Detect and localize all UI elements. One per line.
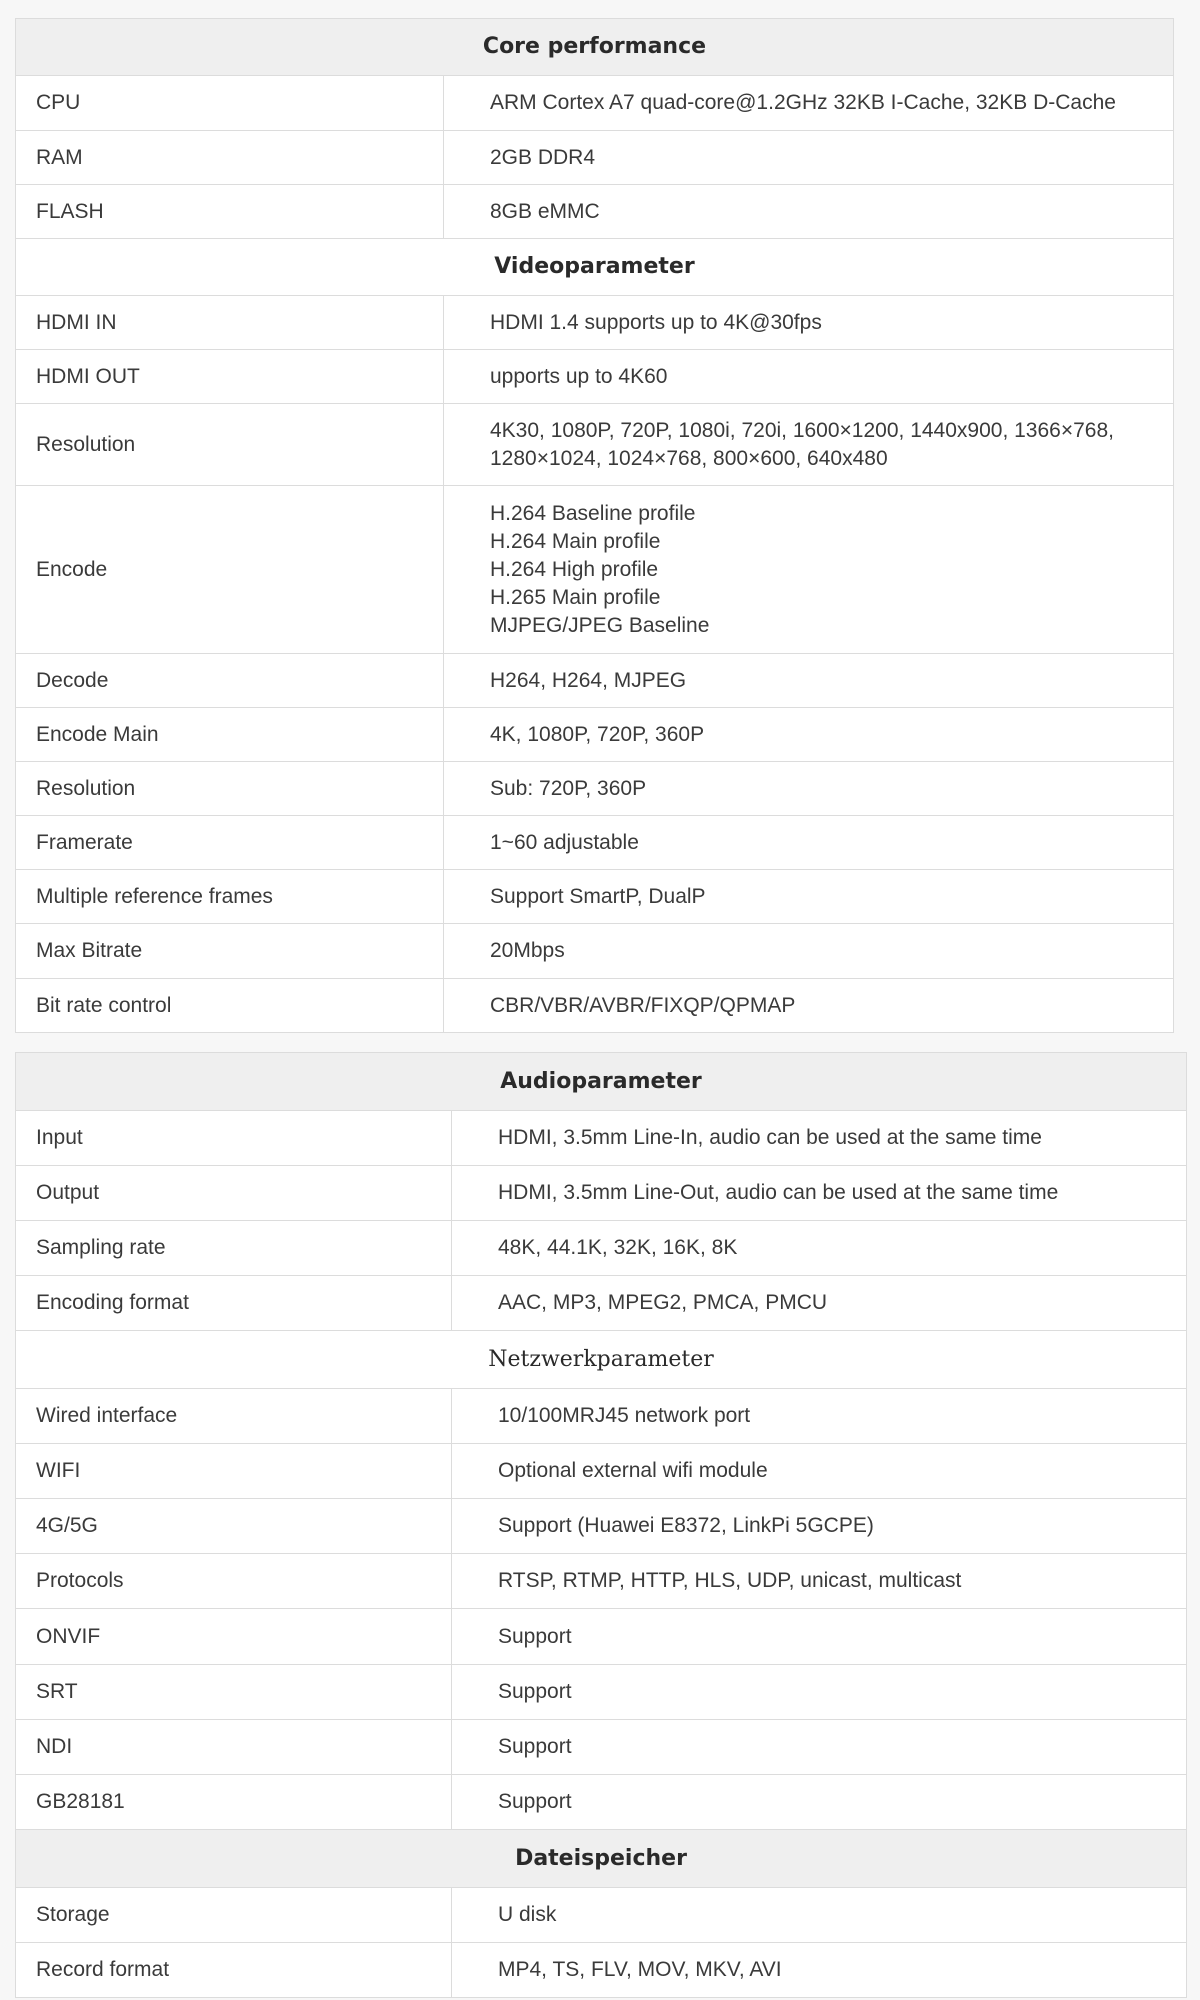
table-row: [16, 296, 1174, 350]
row-value: CBR/VBR/AVBR/FIXQP/QPMAP: [444, 979, 1174, 1033]
table-row: [16, 1111, 1187, 1166]
row-label: ONVIF: [16, 1609, 452, 1665]
row-label: Output: [16, 1166, 452, 1221]
table-row: [16, 1888, 1187, 1943]
table-row: [16, 654, 1174, 708]
row-value: RTSP, RTMP, HTTP, HLS, UDP, unicast, multicast: [452, 1554, 1187, 1609]
row-label: Encode Main: [16, 708, 444, 762]
section-title-core: Core performance: [16, 19, 1174, 76]
row-value: 48K, 44.1K, 32K, 16K, 8K: [452, 1221, 1187, 1276]
table-row: [16, 1943, 1187, 1998]
row-label: NDI: [16, 1720, 452, 1775]
row-value: upports up to 4K60: [444, 350, 1174, 404]
table-row: [16, 1775, 1187, 1830]
table-row: [16, 350, 1174, 404]
table-row: [16, 76, 1174, 131]
row-value: HDMI 1.4 supports up to 4K@30fps: [444, 296, 1174, 350]
row-label: Bit rate control: [16, 979, 444, 1033]
table-row: [16, 870, 1174, 924]
row-label: Encoding format: [16, 1276, 452, 1331]
row-label: HDMI IN: [16, 296, 444, 350]
row-label: Resolution: [16, 404, 444, 486]
table-row: [16, 486, 1174, 654]
row-value: 8GB eMMC: [444, 185, 1174, 239]
row-label: Decode: [16, 654, 444, 708]
row-value: HDMI, 3.5mm Line-In, audio can be used at the same time: [452, 1111, 1187, 1166]
row-value: Support (Huawei E8372, LinkPi 5GCPE): [452, 1499, 1187, 1554]
row-value: U disk: [452, 1888, 1187, 1943]
row-value: 2GB DDR4: [444, 131, 1174, 185]
section-title-network: Netzwerkparameter: [16, 1331, 1187, 1389]
row-label: Framerate: [16, 816, 444, 870]
table-row: [16, 924, 1174, 979]
row-value: H.264 Baseline profile H.264 Main profile H.264 High profile H.265 Main profile MJPEG/JPEG Baseline: [444, 486, 1174, 654]
row-value: 4K, 1080P, 720P, 360P: [444, 708, 1174, 762]
row-label: Encode: [16, 486, 444, 654]
row-value: HDMI, 3.5mm Line-Out, audio can be used at the same time: [452, 1166, 1187, 1221]
table-row: [16, 185, 1174, 239]
table-row: [16, 404, 1174, 486]
row-label: WIFI: [16, 1444, 452, 1499]
table-row: [16, 1720, 1187, 1775]
spec-table-core-video: [15, 18, 1174, 1033]
row-label: GB28181: [16, 1775, 452, 1830]
row-label: SRT: [16, 1665, 452, 1720]
row-value: 4K30, 1080P, 720P, 1080i, 720i, 1600×1200, 1440x900, 1366×768, 1280×1024, 1024×768, 800×600, 640x480: [444, 404, 1174, 486]
row-value: Support SmartP, DualP: [444, 870, 1174, 924]
table-row: [16, 708, 1174, 762]
row-value: ARM Cortex A7 quad-core@1.2GHz 32KB I-Cache, 32KB D-Cache: [444, 76, 1174, 131]
row-value: Support: [452, 1609, 1187, 1665]
spec-table-audio-network-storage: [15, 1052, 1187, 1998]
row-value: 1~60 adjustable: [444, 816, 1174, 870]
row-label: Storage: [16, 1888, 452, 1943]
row-value: Support: [452, 1665, 1187, 1720]
section-title-video: Videoparameter: [16, 239, 1174, 296]
row-value: Optional external wifi module: [452, 1444, 1187, 1499]
row-label: FLASH: [16, 185, 444, 239]
section-title-storage: Dateispeicher: [16, 1830, 1187, 1888]
row-label: Input: [16, 1111, 452, 1166]
row-value: Support: [452, 1775, 1187, 1830]
row-value: MP4, TS, FLV, MOV, MKV, AVI: [452, 1943, 1187, 1998]
table-row: [16, 131, 1174, 185]
row-label: RAM: [16, 131, 444, 185]
row-label: HDMI OUT: [16, 350, 444, 404]
table-row: [16, 979, 1174, 1033]
row-label: Multiple reference frames: [16, 870, 444, 924]
table-row: [16, 1221, 1187, 1276]
table-row: [16, 816, 1174, 870]
table-row: [16, 762, 1174, 816]
row-value: 20Mbps: [444, 924, 1174, 979]
row-label: CPU: [16, 76, 444, 131]
row-value: Support: [452, 1720, 1187, 1775]
section-title-audio: Audioparameter: [16, 1053, 1187, 1111]
row-label: Wired interface: [16, 1389, 452, 1444]
table-row: [16, 1389, 1187, 1444]
row-value: AAC, MP3, MPEG2, PMCA, PMCU: [452, 1276, 1187, 1331]
table-row: [16, 1444, 1187, 1499]
row-value: Sub: 720P, 360P: [444, 762, 1174, 816]
row-label: Max Bitrate: [16, 924, 444, 979]
table-row: [16, 1554, 1187, 1609]
table-row: [16, 1609, 1187, 1665]
table-row: [16, 1499, 1187, 1554]
table-row: [16, 1665, 1187, 1720]
row-label: Protocols: [16, 1554, 452, 1609]
row-value: H264, H264, MJPEG: [444, 654, 1174, 708]
row-label: Record format: [16, 1943, 452, 1998]
row-label: Sampling rate: [16, 1221, 452, 1276]
row-value: 10/100MRJ45 network port: [452, 1389, 1187, 1444]
table-row: [16, 1276, 1187, 1331]
row-label: 4G/5G: [16, 1499, 452, 1554]
table-row: [16, 1166, 1187, 1221]
row-label: Resolution: [16, 762, 444, 816]
